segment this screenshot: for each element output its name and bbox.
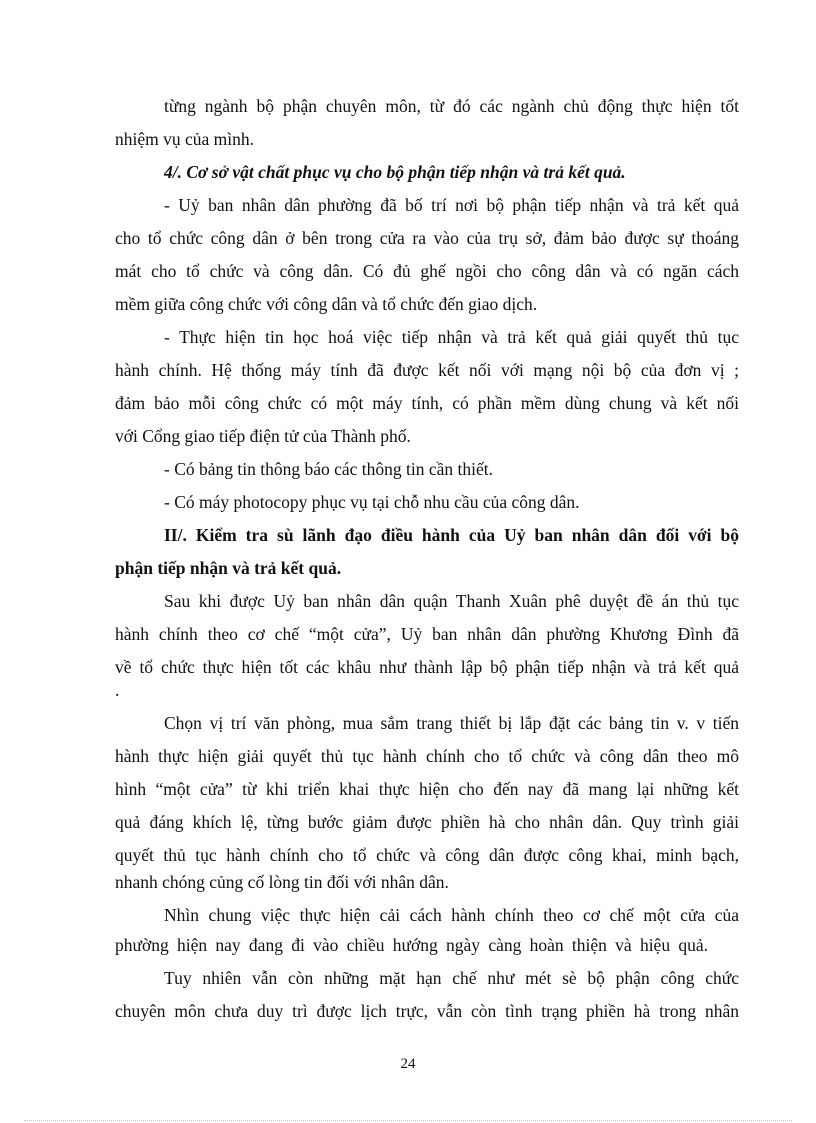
- section-heading: 4/. Cơ sở vật chất phục vụ cho bộ phận tiếp nhận và trả kết quả.: [164, 162, 626, 182]
- text-line: hành thực hiện giải quyết thủ tục hành chính cho tổ chức và công dân theo mô: [115, 746, 739, 766]
- text-line: Chọn vị trí văn phòng, mua sắm trang thiết bị lắp đặt các bảng tin v. v tiến: [164, 713, 739, 733]
- text-line: hình “một cửa” từ khi triển khai thực hiện cho đến nay đã mang lại những kết: [115, 779, 739, 799]
- text-line: với Cổng giao tiếp điện tử của Thành phố.: [115, 426, 411, 446]
- text-line: Tuy nhiên vẫn còn những mặt hạn chế như mét sè bộ phận công chức: [164, 968, 739, 988]
- section-heading: phận tiếp nhận và trả kết quả.: [115, 558, 342, 578]
- text-line: quả đáng khích lệ, từng bước giảm được phiền hà cho nhân dân. Quy trình giải: [115, 812, 739, 832]
- page-bottom-rule: [24, 1120, 792, 1121]
- text-line: chuyên môn chưa duy trì được lịch trực, vẫn còn tình trạng phiền hà trong nhân: [115, 1001, 739, 1021]
- text-line: cho tổ chức công dân ở bên trong cửa ra vào của trụ sở, đảm bảo được sự thoáng: [115, 228, 739, 248]
- text-line: mát cho tổ chức và công dân. Có đủ ghế ngồi cho công dân và có ngăn cách: [115, 261, 739, 281]
- text-line: Nhìn chung việc thực hiện cải cách hành chính theo cơ chế một cửa của: [164, 905, 739, 925]
- text-line: quyết thủ tục hành chính cho tổ chức và công dân được công khai, minh bạch,: [115, 845, 739, 865]
- text-line: nhanh chóng củng cố lòng tin đối với nhân dân.: [115, 872, 449, 892]
- text-line: hành chính. Hệ thống máy tính đã được kết nối với mạng nội bộ của đơn vị ;: [115, 360, 739, 380]
- text-line: đảm bảo mỗi công chức có một máy tính, có phần mềm dùng chung và kết nối: [115, 393, 739, 413]
- text-line: hành chính theo cơ chế “một cửa”, Uỷ ban nhân dân phường Khương Đình đã: [115, 624, 739, 644]
- text-line: từng ngành bộ phận chuyên môn, từ đó các ngành chủ động thực hiện tốt: [164, 96, 739, 116]
- page-number: 24: [400, 1056, 416, 1072]
- text-line: Sau khi được Uỷ ban nhân dân quận Thanh Xuân phê duyệt đề án thủ tục: [164, 591, 739, 611]
- text-line: - Uỷ ban nhân dân phường đã bố trí nơi bộ phận tiếp nhận và trả kết quả: [164, 195, 739, 215]
- text-line: .: [115, 680, 120, 700]
- text-line: nhiệm vụ của mình.: [115, 129, 255, 149]
- section-heading: II/. Kiểm tra sù lãnh đạo điều hành của Uỷ ban nhân dân đối với bộ: [164, 525, 739, 545]
- text-line: về tổ chức thực hiện tốt các khâu như thành lập bộ phận tiếp nhận và trả kết quả: [115, 657, 739, 677]
- text-line: - Có máy photocopy phục vụ tại chỗ nhu cầu của công dân.: [164, 492, 580, 512]
- text-line: mềm giữa công chức với công dân và tổ chức đến giao dịch.: [115, 294, 538, 314]
- text-line: - Thực hiện tin học hoá việc tiếp nhận và trả kết quả giải quyết thủ tục: [164, 327, 739, 347]
- text-line: - Có bảng tin thông báo các thông tin cần thiết.: [164, 459, 494, 479]
- text-line: phường hiện nay đang đi vào chiều hướng ngày càng hoàn thiện và hiệu quả.: [115, 935, 708, 955]
